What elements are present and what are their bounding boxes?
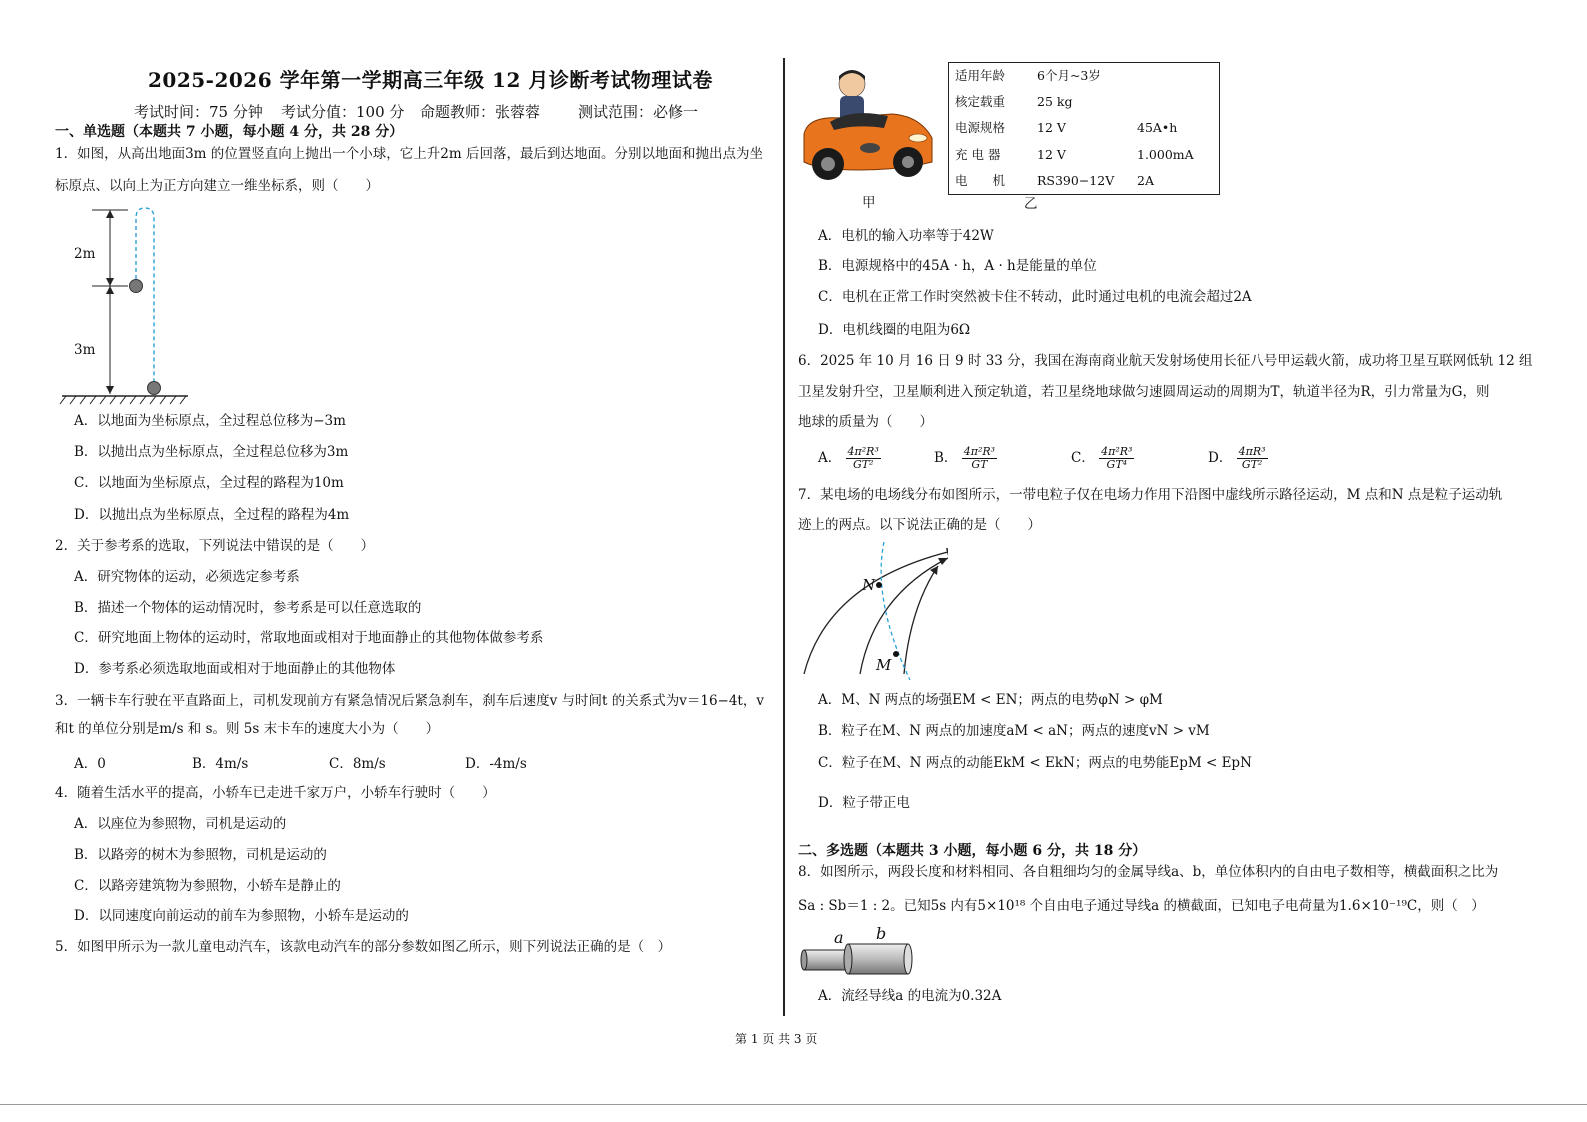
q2-option-a: A．研究物体的运动，必须选定参考系 <box>74 569 300 585</box>
denominator: GT <box>971 458 988 471</box>
page-title: 2025-2026 学年第一学期高三年级 12 月诊断考试物理试卷 <box>148 68 713 92</box>
page-footer: 第 1 页 共 3 页 <box>735 1032 818 1046</box>
numerator: 4πR³ <box>1238 445 1266 458</box>
q2-option-d: D．参考系必须选取地面或相对于地面静止的其他物体 <box>74 661 396 677</box>
option-label: B． <box>934 450 958 466</box>
denominator: GT² <box>1241 458 1263 471</box>
q2-option-b: B．描述一个物体的运动情况时，参考系是可以任意选取的 <box>74 600 422 616</box>
q8-stem-line1: 8．如图所示，两段长度和材料相同、各自粗细均匀的金属导线a、b，单位体积内的自由电子数相等，横截面积之比为 <box>798 864 1499 880</box>
spec-key: 充 电 器 <box>955 146 1001 162</box>
q5-car-image <box>800 66 936 192</box>
q3-option-d: D．-4m/s <box>465 756 527 772</box>
q1-diagram <box>58 204 198 410</box>
q3-option-b: B．4m/s <box>192 756 249 772</box>
exam-score: 考试分值：100 分 <box>281 103 405 121</box>
q5-option-d: D．电机线圈的电阻为6Ω <box>818 322 971 338</box>
spec-value: 12 V <box>1037 146 1066 162</box>
column-divider <box>783 58 785 1016</box>
exam-scope: 测试范围：必修一 <box>578 103 699 121</box>
spec-extra <box>1131 89 1220 115</box>
q1-option-c: C．以地面为坐标原点，全过程的路程为10m <box>74 475 344 491</box>
q5-option-b: B．电源规格中的45A · h，A · h是能量的单位 <box>818 258 1097 274</box>
q3-option-c: C．8m/s <box>329 756 386 772</box>
q3-option-a: A．0 <box>74 756 106 772</box>
spec-value: 25 kg <box>1037 94 1073 110</box>
spec-value: 12 V <box>1037 120 1066 136</box>
q5-stem: 5．如图甲所示为一款儿童电动汽车，该款电动汽车的部分参数如图乙所示，则下列说法正确的是（ ） <box>55 939 672 955</box>
q8-label-b: b <box>876 924 887 943</box>
denominator: GT² <box>852 458 874 471</box>
spec-value: 6个月~3岁 <box>1037 68 1101 84</box>
q2-option-c: C．研究地面上物体的运动时，常取地面或相对于地面静止的其他物体做参考系 <box>74 630 544 646</box>
q7-label-n: N <box>862 576 876 594</box>
q1-stem-line2: 标原点、以向上为正方向建立一维坐标系，则（ ） <box>55 178 379 194</box>
q1-option-a: A．以地面为坐标原点，全过程总位移为−3m <box>74 413 346 429</box>
section-heading-single: 一、单选题（本题共 7 小题，每小题 4 分，共 28 分） <box>55 124 404 140</box>
spec-value: RS390−12V <box>1037 172 1115 188</box>
section-heading-multi: 二、多选题（本题共 3 小题，每小题 6 分，共 18 分） <box>798 843 1147 859</box>
q1-option-b: B．以抛出点为坐标原点，全过程总位移为3m <box>74 444 349 460</box>
q6-stem-line3: 地球的质量为（ ） <box>798 414 933 430</box>
q4-option-c: C．以路旁建筑物为参照物，小轿车是静止的 <box>74 878 341 894</box>
q7-stem-line2: 迹上的两点。以下说法正确的是（ ） <box>798 517 1041 533</box>
q6-option-c <box>1071 446 1134 471</box>
q5-spec-table <box>948 62 1220 195</box>
spec-row <box>949 168 1220 195</box>
q8-option-a: A．流经导线a 的电流为0.32A <box>818 988 1002 1004</box>
q5-label-yi: 乙 <box>1024 196 1038 212</box>
q4-stem: 4．随着生活水平的提高，小轿车已走进千家万户，小轿车行驶时（ ） <box>55 785 496 801</box>
spec-row <box>949 115 1220 141</box>
formula <box>1099 446 1134 471</box>
q6-stem-line1: 6．2025 年 10 月 16 日 9 时 33 分，我国在海南商业航天发射场使用长征八号甲运载火箭，成功将卫星互联网低轨 12 组 <box>798 353 1533 369</box>
spec-row <box>949 89 1220 115</box>
q8-stem-line2: Sa : Sb＝1 : 2。已知5s 内有5×10¹⁸ 个自由电子通过导线a 的横截面，已知电子电荷量为1.6×10⁻¹⁹C，则（ ） <box>798 898 1485 914</box>
q1-option-d: D．以抛出点为坐标原点，全过程的路程为4m <box>74 507 350 523</box>
numerator: 4π²R³ <box>963 445 996 458</box>
q6-option-b <box>934 446 997 471</box>
q6-option-d <box>1208 446 1268 471</box>
q1-label-3m: 3m <box>74 342 96 358</box>
q7-label-m: M <box>876 656 892 674</box>
exam-teacher: 命题教师：张蓉蓉 <box>420 103 541 121</box>
formula <box>1237 446 1268 471</box>
q8-wire-diagram <box>800 938 916 978</box>
q5-option-a: A．电机的输入功率等于42W <box>818 228 994 244</box>
spec-row <box>949 142 1220 168</box>
spec-row <box>949 63 1220 90</box>
q3-stem-line2: 和t 的单位分别是m/s 和 s。则 5s 末卡车的速度大小为（ ） <box>55 721 440 737</box>
q7-option-a: A．M、N 两点的场强EM < EN；两点的电势φN > φM <box>818 692 1163 708</box>
q5-label-jia: 甲 <box>862 195 876 211</box>
q7-option-b: B．粒子在M、N 两点的加速度aM < aN；两点的速度vN > vM <box>818 723 1210 739</box>
q6-option-a <box>818 446 881 471</box>
option-label: C． <box>1071 450 1095 466</box>
option-label: A． <box>818 450 842 466</box>
formula <box>846 446 881 471</box>
q4-option-a: A．以座位为参照物，司机是运动的 <box>74 816 287 832</box>
formula <box>962 446 997 471</box>
q4-option-d: D．以同速度向前运动的前车为参照物，小轿车是运动的 <box>74 908 409 924</box>
q2-stem: 2．关于参考系的选取，下列说法中错误的是（ ） <box>55 538 375 554</box>
numerator: 4π²R³ <box>1101 445 1133 458</box>
option-label: D． <box>1208 450 1233 466</box>
spec-key: 核定载重 <box>955 94 1006 110</box>
q8-label-a: a <box>834 928 844 947</box>
exam-time: 考试时间：75 分钟 <box>134 103 263 121</box>
q5-option-c: C．电机在正常工作时突然被卡住不转动，此时通过电机的电流会超过2A <box>818 289 1252 305</box>
q7-option-c: C．粒子在M、N 两点的动能EkM < EkN；两点的电势能EpM < EpN <box>818 755 1252 771</box>
q3-stem-line1: 3．一辆卡车行驶在平直路面上，司机发现前方有紧急情况后紧急刹车，刹车后速度v 与时间t 的关系式为v＝16−4t，v <box>55 693 764 709</box>
denominator: GT⁴ <box>1106 458 1128 471</box>
q4-option-b: B．以路旁的树木为参照物，司机是运动的 <box>74 847 327 863</box>
q1-label-2m: 2m <box>74 246 96 262</box>
spec-extra <box>1131 63 1220 90</box>
q7-field-diagram <box>798 540 948 682</box>
q7-stem-line1: 7．某电场的电场线分布如图所示，一带电粒子仅在电场力作用下沿图中虚线所示路径运动，M 点和N 点是粒子运动轨 <box>798 487 1503 503</box>
q1-stem-line1: 1．如图，从高出地面3m 的位置竖直向上抛出一个小球，它上升2m 后回落，最后到达地面。分别以地面和抛出点为坐 <box>55 146 763 162</box>
q7-option-d: D．粒子带正电 <box>818 795 910 811</box>
spec-extra: 1.000mA <box>1137 146 1194 162</box>
page-bottom-rule <box>0 1104 1587 1105</box>
spec-key: 电源规格 <box>955 120 1006 136</box>
spec-key: 电 机 <box>955 172 1006 188</box>
spec-extra: 2A <box>1137 172 1154 188</box>
q6-stem-line2: 卫星发射升空，卫星顺利进入预定轨道，若卫星绕地球做匀速圆周运动的周期为T，轨道半径为R，引力常量为G，则 <box>798 384 1490 400</box>
numerator: 4π²R³ <box>847 445 879 458</box>
spec-extra: 45A•h <box>1137 120 1178 136</box>
spec-key: 适用年龄 <box>955 68 1006 84</box>
